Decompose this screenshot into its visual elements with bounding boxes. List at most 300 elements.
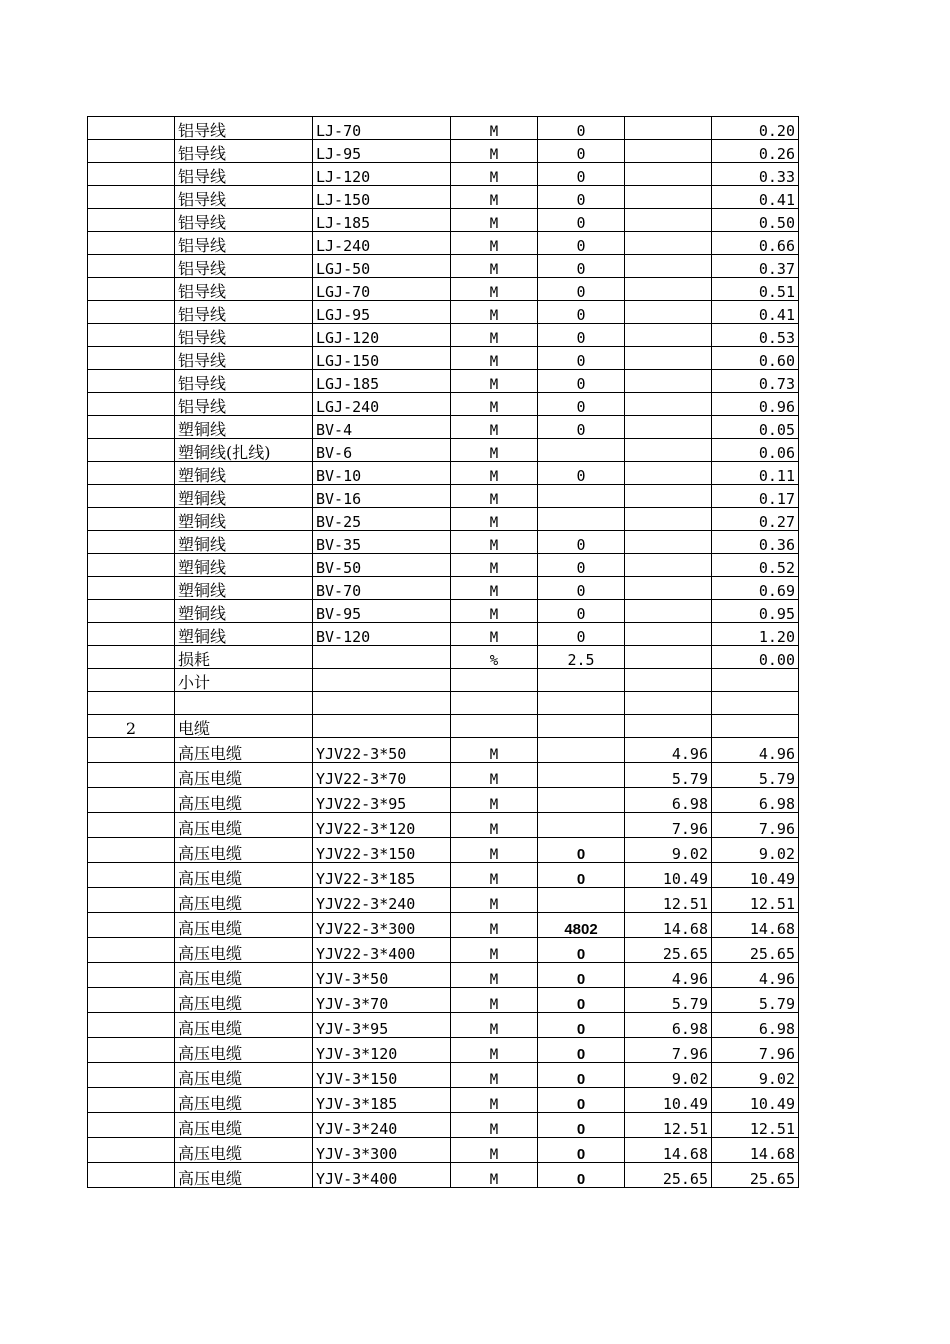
row-number-cell <box>88 209 175 232</box>
quantity-cell <box>538 439 625 462</box>
item-name-cell: 高压电缆 <box>175 963 313 988</box>
amount-cell: 10.49 <box>712 863 799 888</box>
item-name-cell: 铝导线 <box>175 324 313 347</box>
model-cell: YJV-3*300 <box>313 1138 451 1163</box>
model-cell <box>313 646 451 669</box>
table-row <box>88 324 799 347</box>
quantity-cell: 0 <box>538 186 625 209</box>
item-name-cell: 铝导线 <box>175 232 313 255</box>
unit-price-cell: 6.98 <box>625 788 712 813</box>
item-name-cell: 塑铜线 <box>175 577 313 600</box>
unit-cell: M <box>451 1013 538 1038</box>
row-number-cell <box>88 301 175 324</box>
unit-price-cell <box>625 600 712 623</box>
amount-cell: 6.98 <box>712 788 799 813</box>
item-name-cell: 铝导线 <box>175 278 313 301</box>
model-cell: YJV22-3*400 <box>313 938 451 963</box>
row-number-cell <box>88 347 175 370</box>
material-table-body <box>88 117 799 1188</box>
row-number-cell <box>88 623 175 646</box>
unit-price-cell <box>625 370 712 393</box>
unit-cell: M <box>451 347 538 370</box>
table-row <box>88 255 799 278</box>
row-number-cell <box>88 600 175 623</box>
unit-price-cell: 9.02 <box>625 1063 712 1088</box>
amount-cell: 0.05 <box>712 416 799 439</box>
unit-price-cell: 7.96 <box>625 813 712 838</box>
table-row <box>88 163 799 186</box>
unit-price-cell <box>625 577 712 600</box>
model-cell: YJV22-3*240 <box>313 888 451 913</box>
model-cell: LGJ-120 <box>313 324 451 347</box>
quantity-cell <box>538 669 625 692</box>
quantity-cell: 0 <box>538 255 625 278</box>
unit-cell: M <box>451 963 538 988</box>
table-row <box>88 988 799 1013</box>
model-cell <box>313 715 451 738</box>
model-cell: YJV22-3*50 <box>313 738 451 763</box>
table-row <box>88 531 799 554</box>
model-cell: YJV22-3*300 <box>313 913 451 938</box>
table-row <box>88 1088 799 1113</box>
amount-cell: 0.51 <box>712 278 799 301</box>
quantity-cell: 0 <box>538 938 625 963</box>
table-row <box>88 715 799 738</box>
model-cell: LGJ-50 <box>313 255 451 278</box>
table-row <box>88 669 799 692</box>
unit-price-cell: 4.96 <box>625 963 712 988</box>
quantity-cell: 2.5 <box>538 646 625 669</box>
item-name-cell: 高压电缆 <box>175 1138 313 1163</box>
model-cell: LGJ-95 <box>313 301 451 324</box>
amount-cell: 9.02 <box>712 838 799 863</box>
model-cell: LGJ-240 <box>313 393 451 416</box>
item-name-cell: 塑铜线 <box>175 531 313 554</box>
amount-cell: 0.50 <box>712 209 799 232</box>
row-number-cell <box>88 278 175 301</box>
amount-cell: 4.96 <box>712 963 799 988</box>
item-name-cell: 高压电缆 <box>175 1113 313 1138</box>
item-name-cell: 铝导线 <box>175 347 313 370</box>
quantity-cell: 0 <box>538 163 625 186</box>
unit-price-cell: 10.49 <box>625 1088 712 1113</box>
item-name-cell: 高压电缆 <box>175 1038 313 1063</box>
row-number-cell <box>88 508 175 531</box>
model-cell <box>313 692 451 715</box>
unit-cell: M <box>451 554 538 577</box>
unit-cell: M <box>451 462 538 485</box>
item-name-cell: 高压电缆 <box>175 888 313 913</box>
unit-cell: M <box>451 439 538 462</box>
row-number-cell <box>88 531 175 554</box>
model-cell: YJV-3*240 <box>313 1113 451 1138</box>
row-number-cell <box>88 1113 175 1138</box>
item-name-cell: 高压电缆 <box>175 1013 313 1038</box>
amount-cell: 0.95 <box>712 600 799 623</box>
quantity-cell: 0 <box>538 1113 625 1138</box>
model-cell: LGJ-150 <box>313 347 451 370</box>
unit-price-cell <box>625 301 712 324</box>
model-cell: BV-16 <box>313 485 451 508</box>
model-cell: BV-4 <box>313 416 451 439</box>
table-row <box>88 1063 799 1088</box>
item-name-cell: 高压电缆 <box>175 1088 313 1113</box>
unit-cell: M <box>451 763 538 788</box>
unit-cell: M <box>451 623 538 646</box>
quantity-cell: 0 <box>538 232 625 255</box>
model-cell: LJ-70 <box>313 117 451 140</box>
unit-cell: M <box>451 209 538 232</box>
model-cell: BV-10 <box>313 462 451 485</box>
model-cell: LJ-120 <box>313 163 451 186</box>
table-row <box>88 209 799 232</box>
material-table <box>87 116 799 1188</box>
quantity-cell <box>538 763 625 788</box>
unit-cell: M <box>451 255 538 278</box>
quantity-cell: 0 <box>538 963 625 988</box>
table-row <box>88 838 799 863</box>
item-name-cell: 电缆 <box>175 715 313 738</box>
amount-cell: 0.96 <box>712 393 799 416</box>
amount-cell: 5.79 <box>712 763 799 788</box>
item-name-cell: 高压电缆 <box>175 988 313 1013</box>
unit-price-cell: 7.96 <box>625 1038 712 1063</box>
unit-price-cell <box>625 393 712 416</box>
unit-price-cell: 10.49 <box>625 863 712 888</box>
unit-price-cell <box>625 531 712 554</box>
table-row <box>88 863 799 888</box>
unit-price-cell: 4.96 <box>625 738 712 763</box>
unit-cell: M <box>451 370 538 393</box>
amount-cell: 25.65 <box>712 1163 799 1188</box>
unit-cell: M <box>451 278 538 301</box>
amount-cell: 0.11 <box>712 462 799 485</box>
unit-cell: M <box>451 888 538 913</box>
amount-cell: 1.20 <box>712 623 799 646</box>
row-number-cell <box>88 692 175 715</box>
quantity-cell: 0 <box>538 577 625 600</box>
unit-cell <box>451 715 538 738</box>
quantity-cell: 0 <box>538 278 625 301</box>
table-row <box>88 1113 799 1138</box>
row-number-cell <box>88 1138 175 1163</box>
amount-cell: 9.02 <box>712 1063 799 1088</box>
amount-cell: 0.00 <box>712 646 799 669</box>
row-number-cell: 2 <box>88 715 175 738</box>
item-name-cell: 塑铜线 <box>175 600 313 623</box>
unit-price-cell <box>625 485 712 508</box>
table-row <box>88 692 799 715</box>
quantity-cell: 0 <box>538 393 625 416</box>
table-row <box>88 646 799 669</box>
unit-price-cell: 14.68 <box>625 913 712 938</box>
item-name-cell: 高压电缆 <box>175 788 313 813</box>
quantity-cell <box>538 813 625 838</box>
row-number-cell <box>88 863 175 888</box>
row-number-cell <box>88 1088 175 1113</box>
row-number-cell <box>88 439 175 462</box>
unit-price-cell <box>625 163 712 186</box>
model-cell: LJ-150 <box>313 186 451 209</box>
row-number-cell <box>88 938 175 963</box>
model-cell: LGJ-185 <box>313 370 451 393</box>
row-number-cell <box>88 117 175 140</box>
amount-cell: 6.98 <box>712 1013 799 1038</box>
table-row <box>88 813 799 838</box>
unit-cell: M <box>451 301 538 324</box>
table-row <box>88 1163 799 1188</box>
unit-price-cell: 9.02 <box>625 838 712 863</box>
unit-cell: M <box>451 1138 538 1163</box>
unit-cell: M <box>451 988 538 1013</box>
quantity-cell: 0 <box>538 531 625 554</box>
table-row <box>88 577 799 600</box>
amount-cell <box>712 669 799 692</box>
quantity-cell: 0 <box>538 209 625 232</box>
model-cell: YJV-3*120 <box>313 1038 451 1063</box>
row-number-cell <box>88 393 175 416</box>
unit-cell: M <box>451 324 538 347</box>
table-row <box>88 763 799 788</box>
quantity-cell <box>538 692 625 715</box>
table-row <box>88 117 799 140</box>
quantity-cell: 0 <box>538 1163 625 1188</box>
unit-cell: M <box>451 117 538 140</box>
table-row <box>88 485 799 508</box>
quantity-cell: 0 <box>538 117 625 140</box>
unit-cell: M <box>451 938 538 963</box>
quantity-cell: 0 <box>538 1013 625 1038</box>
table-row <box>88 963 799 988</box>
row-number-cell <box>88 485 175 508</box>
unit-price-cell <box>625 232 712 255</box>
amount-cell: 0.66 <box>712 232 799 255</box>
amount-cell: 0.33 <box>712 163 799 186</box>
table-row <box>88 462 799 485</box>
row-number-cell <box>88 255 175 278</box>
quantity-cell <box>538 508 625 531</box>
unit-price-cell <box>625 715 712 738</box>
row-number-cell <box>88 554 175 577</box>
model-cell: YJV22-3*70 <box>313 763 451 788</box>
unit-cell: M <box>451 1088 538 1113</box>
unit-cell: M <box>451 788 538 813</box>
item-name-cell: 塑铜线 <box>175 554 313 577</box>
row-number-cell <box>88 140 175 163</box>
quantity-cell: 0 <box>538 1138 625 1163</box>
table-row <box>88 508 799 531</box>
model-cell: YJV22-3*185 <box>313 863 451 888</box>
item-name-cell: 塑铜线 <box>175 462 313 485</box>
item-name-cell: 高压电缆 <box>175 813 313 838</box>
unit-cell: M <box>451 600 538 623</box>
amount-cell: 0.06 <box>712 439 799 462</box>
amount-cell: 10.49 <box>712 1088 799 1113</box>
quantity-cell: 0 <box>538 600 625 623</box>
table-row <box>88 393 799 416</box>
item-name-cell: 铝导线 <box>175 117 313 140</box>
row-number-cell <box>88 838 175 863</box>
unit-price-cell: 12.51 <box>625 888 712 913</box>
table-row <box>88 347 799 370</box>
unit-price-cell <box>625 209 712 232</box>
amount-cell: 25.65 <box>712 938 799 963</box>
unit-cell <box>451 669 538 692</box>
item-name-cell: 铝导线 <box>175 255 313 278</box>
unit-cell: M <box>451 485 538 508</box>
amount-cell: 0.73 <box>712 370 799 393</box>
quantity-cell: 0 <box>538 988 625 1013</box>
quantity-cell: 0 <box>538 370 625 393</box>
row-number-cell <box>88 988 175 1013</box>
amount-cell: 0.27 <box>712 508 799 531</box>
unit-price-cell <box>625 255 712 278</box>
unit-price-cell <box>625 692 712 715</box>
unit-price-cell: 5.79 <box>625 763 712 788</box>
amount-cell: 0.41 <box>712 301 799 324</box>
item-name-cell: 高压电缆 <box>175 1163 313 1188</box>
unit-price-cell <box>625 140 712 163</box>
model-cell: BV-120 <box>313 623 451 646</box>
quantity-cell: 0 <box>538 554 625 577</box>
unit-cell: M <box>451 1038 538 1063</box>
unit-cell: M <box>451 577 538 600</box>
amount-cell: 0.53 <box>712 324 799 347</box>
model-cell: LJ-185 <box>313 209 451 232</box>
item-name-cell: 塑铜线 <box>175 416 313 439</box>
amount-cell <box>712 692 799 715</box>
table-row <box>88 600 799 623</box>
quantity-cell: 0 <box>538 1038 625 1063</box>
amount-cell: 0.52 <box>712 554 799 577</box>
row-number-cell <box>88 1063 175 1088</box>
unit-price-cell: 12.51 <box>625 1113 712 1138</box>
item-name-cell: 塑铜线(扎线) <box>175 439 313 462</box>
amount-cell: 5.79 <box>712 988 799 1013</box>
row-number-cell <box>88 669 175 692</box>
unit-price-cell <box>625 462 712 485</box>
model-cell: BV-25 <box>313 508 451 531</box>
item-name-cell: 铝导线 <box>175 163 313 186</box>
model-cell: YJV-3*70 <box>313 988 451 1013</box>
item-name-cell: 高压电缆 <box>175 863 313 888</box>
quantity-cell <box>538 788 625 813</box>
amount-cell: 0.37 <box>712 255 799 278</box>
unit-price-cell <box>625 186 712 209</box>
table-row <box>88 623 799 646</box>
quantity-cell: 0 <box>538 324 625 347</box>
amount-cell: 12.51 <box>712 1113 799 1138</box>
table-row <box>88 301 799 324</box>
model-cell: YJV22-3*120 <box>313 813 451 838</box>
model-cell: BV-95 <box>313 600 451 623</box>
table-row <box>88 888 799 913</box>
row-number-cell <box>88 1013 175 1038</box>
unit-price-cell <box>625 646 712 669</box>
item-name-cell: 高压电缆 <box>175 738 313 763</box>
model-cell: BV-70 <box>313 577 451 600</box>
unit-price-cell: 5.79 <box>625 988 712 1013</box>
amount-cell: 0.41 <box>712 186 799 209</box>
model-cell: YJV-3*185 <box>313 1088 451 1113</box>
amount-cell: 14.68 <box>712 1138 799 1163</box>
unit-cell: M <box>451 186 538 209</box>
unit-price-cell <box>625 117 712 140</box>
unit-price-cell: 25.65 <box>625 938 712 963</box>
item-name-cell <box>175 692 313 715</box>
item-name-cell: 小计 <box>175 669 313 692</box>
quantity-cell: 0 <box>538 347 625 370</box>
table-row <box>88 1138 799 1163</box>
item-name-cell: 损耗 <box>175 646 313 669</box>
amount-cell: 7.96 <box>712 813 799 838</box>
table-row <box>88 278 799 301</box>
unit-cell: M <box>451 416 538 439</box>
unit-price-cell <box>625 347 712 370</box>
model-cell: YJV22-3*95 <box>313 788 451 813</box>
table-row <box>88 232 799 255</box>
unit-cell: M <box>451 738 538 763</box>
quantity-cell: 0 <box>538 416 625 439</box>
unit-cell: M <box>451 1113 538 1138</box>
quantity-cell: 4802 <box>538 913 625 938</box>
unit-cell: M <box>451 163 538 186</box>
unit-cell: M <box>451 393 538 416</box>
table-row <box>88 370 799 393</box>
unit-price-cell <box>625 278 712 301</box>
row-number-cell <box>88 888 175 913</box>
model-cell: YJV-3*150 <box>313 1063 451 1088</box>
row-number-cell <box>88 763 175 788</box>
table-row <box>88 913 799 938</box>
row-number-cell <box>88 813 175 838</box>
unit-price-cell <box>625 669 712 692</box>
table-row <box>88 439 799 462</box>
unit-cell: % <box>451 646 538 669</box>
unit-cell: M <box>451 913 538 938</box>
quantity-cell: 0 <box>538 1088 625 1113</box>
unit-price-cell: 25.65 <box>625 1163 712 1188</box>
row-number-cell <box>88 1163 175 1188</box>
row-number-cell <box>88 416 175 439</box>
quantity-cell: 0 <box>538 140 625 163</box>
table-row <box>88 788 799 813</box>
row-number-cell <box>88 646 175 669</box>
item-name-cell: 塑铜线 <box>175 623 313 646</box>
row-number-cell <box>88 163 175 186</box>
table-row <box>88 938 799 963</box>
model-cell: BV-50 <box>313 554 451 577</box>
item-name-cell: 高压电缆 <box>175 763 313 788</box>
row-number-cell <box>88 232 175 255</box>
unit-price-cell <box>625 439 712 462</box>
quantity-cell: 0 <box>538 838 625 863</box>
table-row <box>88 1013 799 1038</box>
item-name-cell: 铝导线 <box>175 370 313 393</box>
row-number-cell <box>88 462 175 485</box>
quantity-cell: 0 <box>538 623 625 646</box>
unit-cell: M <box>451 1163 538 1188</box>
item-name-cell: 塑铜线 <box>175 485 313 508</box>
model-cell: LJ-240 <box>313 232 451 255</box>
unit-price-cell <box>625 416 712 439</box>
unit-cell: M <box>451 838 538 863</box>
amount-cell: 4.96 <box>712 738 799 763</box>
table-row <box>88 738 799 763</box>
unit-cell: M <box>451 813 538 838</box>
model-cell: BV-35 <box>313 531 451 554</box>
unit-cell <box>451 692 538 715</box>
